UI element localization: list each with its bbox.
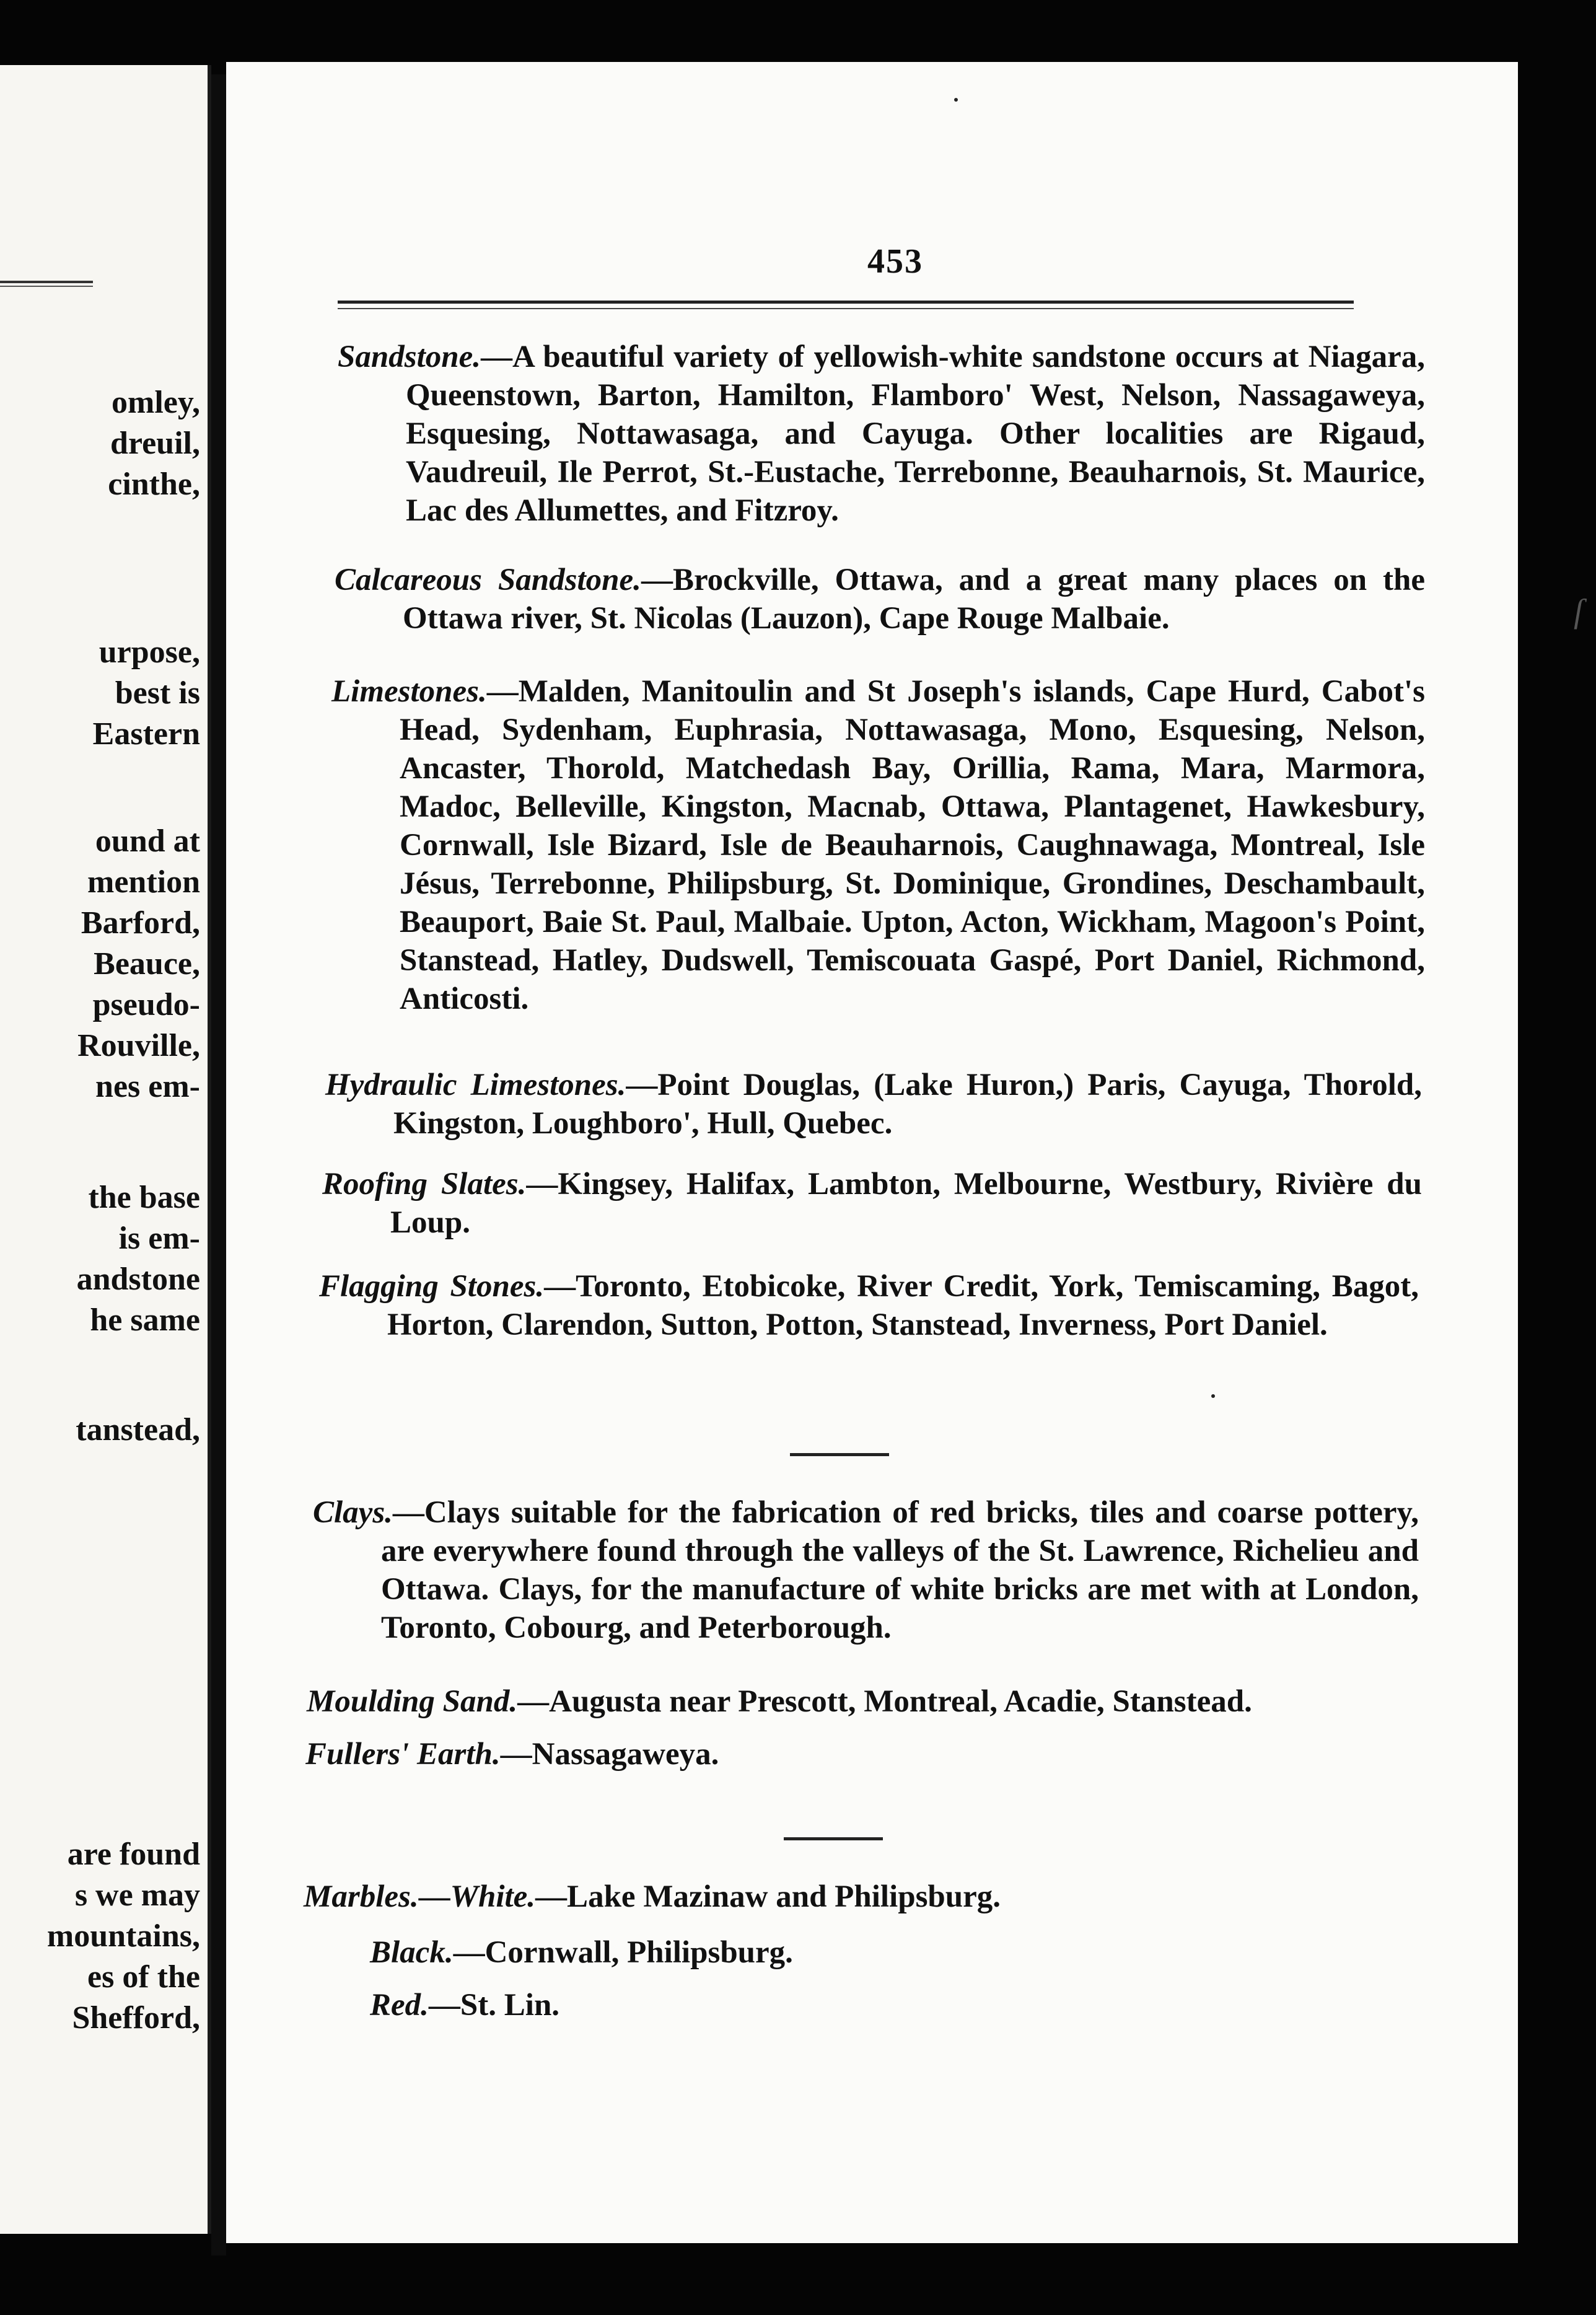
entry-text: —Kingsey, Halifax, Lambton, Melbourne, Westbury, Rivière du Loup. — [390, 1167, 1422, 1240]
left-line: dreuil, — [110, 426, 200, 461]
entry-limestones — [331, 672, 1425, 1018]
entry-term: Hydraulic Limestones. — [325, 1068, 626, 1102]
entry-text: —A beautiful variety of yellowish-white sandstone occurs at Niagara, Queenstown, Barton, Hamilton, Flamboro' West, Nelson, Nassagaweya, Esquesing, Nottawasaga, and Cayuga. Other localities are Rigaud, Vaudreuil, Ile Perrot, St.-Eustache, Terrebonne, Beauharnois, St. Maurice, Lac des Allumettes, and Fitzroy. — [406, 340, 1425, 528]
header-rule-thin — [338, 308, 1354, 309]
left-line: Beauce, — [94, 946, 200, 982]
marble-text: —St. Lin. — [428, 1988, 560, 2023]
entry-text: —Nassagaweya. — [500, 1737, 719, 1772]
marble-text: —Lake Mazinaw and Philipsburg. — [535, 1879, 1001, 1914]
marble-label: White. — [450, 1879, 536, 1914]
left-line: Rouville, — [77, 1028, 200, 1063]
entry-term: Fullers' Earth. — [305, 1737, 501, 1772]
entry-term: Moulding Sand. — [307, 1684, 518, 1719]
speck — [1211, 1394, 1215, 1398]
marble-text: —Cornwall, Philipsburg. — [453, 1935, 793, 1970]
entry-calcareous-sandstone — [335, 561, 1425, 638]
entry-term: Limestones. — [331, 674, 487, 709]
left-line: mountains, — [46, 1918, 200, 1954]
entry-clays — [313, 1493, 1419, 1647]
entry-marbles-red — [370, 1986, 559, 2024]
left-line: Barford, — [81, 905, 200, 941]
left-line: nes em- — [95, 1069, 200, 1104]
entry-term: Roofing Slates. — [322, 1167, 527, 1201]
entry-text: —Clays suitable for the fabrication of red bricks, tiles and coarse pottery, are everywhere found through the valleys of the St. Lawrence, Richelieu and Ottawa. Clays, for the manufacture of white bricks are met with at London, Toronto, Cobourg, and Peterborough. — [381, 1495, 1419, 1645]
left-line: s we may — [74, 1878, 200, 1913]
entry-text: —Toronto, Etobicoke, River Credit, York, Temiscaming, Bagot, Horton, Clarendon, Sutton, Potton, Stanstead, Inverness, Port Daniel. — [387, 1269, 1419, 1342]
left-page — [0, 65, 211, 2234]
left-line: pseudo- — [92, 987, 200, 1022]
left-line: mention — [87, 864, 200, 900]
entry-term: Sandstone. — [338, 340, 481, 374]
entry-term: Calcareous Sandstone. — [335, 563, 641, 597]
right-page — [226, 62, 1518, 2243]
left-line: he same — [90, 1302, 200, 1338]
entry-marbles-white: Marbles.—White.—Lake Mazinaw and Philipsburg. — [304, 1879, 1001, 1914]
left-line: Eastern — [92, 716, 200, 752]
left-line: the base — [88, 1180, 200, 1215]
section-divider — [784, 1837, 883, 1840]
left-line: omley, — [112, 385, 200, 420]
entry-roofing-slates — [322, 1165, 1422, 1242]
left-page-rule — [0, 281, 93, 287]
entry-text: —Malden, Manitoulin and St Joseph's islands, Cape Hurd, Cabot's Head, Sydenham, Euphrasia, Nottawasaga, Mono, Esquesing, Nelson, Ancaster, Thorold, Matchedash Bay, Orillia, Rama, Mara, Marmora, Madoc, Belleville, Kingston, Macnab, Ottawa, Plantagenet, Hawkesbury, Cornwall, Isle Bizard, Isle de Beauharnois, Caughnawaga, Montreal, Isle Jésus, Terrebonne, Philipsburg, St. Dominique, Grondines, Deschambault, Beauport, Baie St. Paul, Malbaie. Upton, Acton, Wickham, Magoon's Point, Stanstead, Hatley, Dudswell, Temiscouata Gaspé, Port Daniel, Richmond, Anticosti. — [400, 674, 1425, 1016]
left-line: best is — [115, 675, 200, 711]
left-line: es of the — [87, 1959, 200, 1995]
entry-text: —Augusta near Prescott, Montreal, Acadie, Stanstead. — [517, 1684, 1252, 1719]
entry-sandstone — [338, 338, 1425, 530]
left-line: Shefford, — [72, 2000, 200, 2036]
entry-marbles-black — [370, 1933, 793, 1972]
marbles-term: Marbles. — [304, 1879, 419, 1914]
entry-text: —Point Douglas, (Lake Huron,) Paris, Cayuga, Thorold, Kingston, Loughboro', Hull, Quebec. — [393, 1068, 1423, 1141]
margin-mark: ſ — [1574, 592, 1584, 630]
entry-text: —Brockville, Ottawa, and a great many places on the Ottawa river, St. Nicolas (Lauzon), Cape Rouge Malbaie. — [403, 563, 1425, 636]
entry-term: Flagging Stones. — [319, 1269, 545, 1304]
entry-fullers-earth — [305, 1735, 719, 1773]
left-line: tanstead, — [76, 1412, 200, 1447]
left-line: urpose, — [99, 635, 200, 670]
section-divider — [790, 1453, 889, 1456]
entry-moulding-sand — [307, 1682, 1252, 1721]
marble-label: Red. — [370, 1988, 429, 2023]
left-line: andstone — [76, 1262, 200, 1297]
page-number: 453 — [867, 242, 923, 281]
left-line: cinthe, — [108, 467, 200, 502]
left-line: are found — [67, 1837, 200, 1872]
speck — [954, 98, 958, 102]
entry-flagging-stones — [319, 1267, 1419, 1344]
left-line: ound at — [95, 824, 200, 859]
book-gutter — [211, 74, 226, 2256]
left-line: is em- — [118, 1221, 200, 1256]
entry-term: Clays. — [313, 1495, 393, 1530]
entry-hydraulic-limestones — [325, 1066, 1422, 1143]
marble-label: Black. — [370, 1935, 454, 1970]
header-rule — [338, 301, 1354, 304]
